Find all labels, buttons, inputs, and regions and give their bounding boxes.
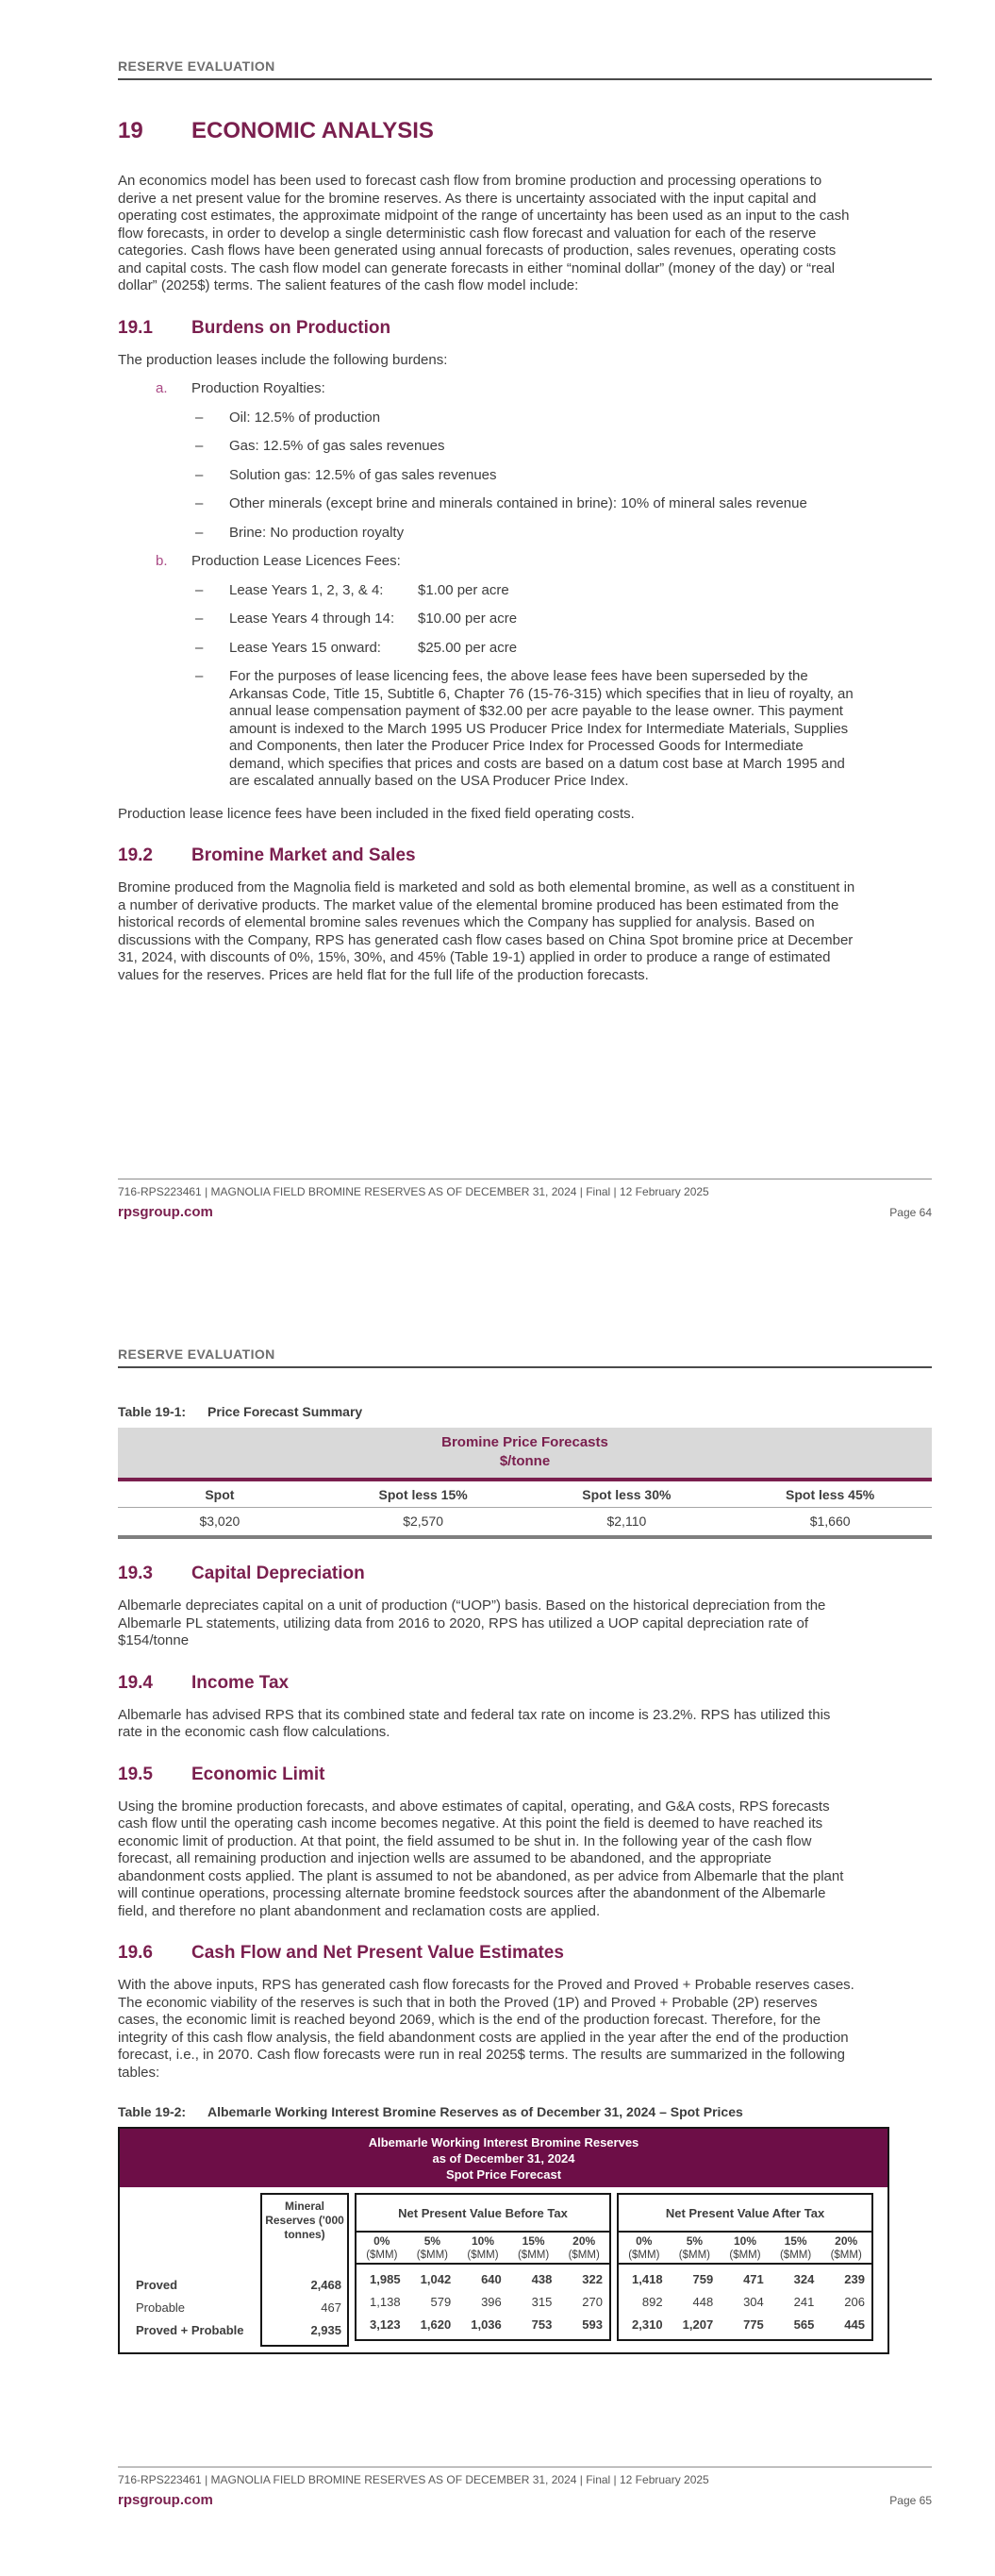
table-cell: 324 <box>793 2271 815 2286</box>
lead-paragraph: The production leases include the following burdens: <box>118 351 448 368</box>
discount-headers <box>357 2233 609 2265</box>
table-caption-label: Table 19-2: <box>118 2104 187 2119</box>
dash-marker: – <box>195 524 204 541</box>
mineral-reserves-column <box>260 2193 349 2347</box>
discount-headers <box>619 2233 871 2265</box>
mineral-reserves-header: Mineral Reserves ('000 tonnes) <box>265 2200 344 2241</box>
section-title: Burdens on Production <box>191 317 391 338</box>
section-19-6-heading <box>118 1943 932 1964</box>
table-cell: 471 <box>743 2271 764 2286</box>
table-cell: 892 <box>641 2294 663 2309</box>
footer-doc-line: 716-RPS223461 | MAGNOLIA FIELD BROMINE RESERVES AS OF DECEMBER 31, 2024 | Final | 12 February 2025 <box>118 1185 709 1198</box>
table-row <box>357 2290 609 2313</box>
table-cell: 1,418 <box>632 2271 663 2286</box>
section-number: 19.2 <box>118 845 153 865</box>
discount-rate: 5% <box>423 2233 441 2248</box>
table-19-2-banner <box>120 2129 887 2187</box>
table-row <box>357 2313 609 2335</box>
dash-marker: – <box>195 495 204 511</box>
section-number: 19.5 <box>118 1764 153 1784</box>
section-number: 19.1 <box>118 317 153 338</box>
footer-site-link[interactable]: rpsgroup.com <box>118 2492 213 2508</box>
row-labels-column <box>124 2193 255 2341</box>
page-2 <box>0 1288 995 2576</box>
dash-marker: – <box>195 581 204 598</box>
table-19-1-title: Bromine Price Forecasts <box>441 1434 608 1450</box>
table-cell: 593 <box>582 2317 603 2332</box>
fees-note-text: For the purposes of lease licencing fees, the above lease fees have been superseded by the Arkansas Code, Title 15, Subtitle 6, Chapter 76 (15-76-315) which specifies that in lieu of royalty, an annual lease compensation payment of $32.00 per acre payable to the lease owner. This payment amount is indexed to the March 1995 US Producer Price Index for Intermediate Materials, Supplies and Components, then later the Producer Price Index for Processed Goods for Intermediate demand, which specifies that prices and costs are based on a datum cost base at March 1995 and are escalated annually based on the USA Producer Price Index. <box>229 668 854 789</box>
list-item-text: Oil: 12.5% of production <box>229 409 381 426</box>
unit-label: ($MM) <box>628 2249 660 2261</box>
dash-marker: – <box>195 466 204 483</box>
table-cell: 448 <box>692 2294 714 2309</box>
row-label: Proved + Probable <box>136 2322 244 2337</box>
column-header: Spot less 45% <box>786 1487 875 1502</box>
unit-label: ($MM) <box>467 2249 499 2261</box>
list-item-text: Brine: No production royalty <box>229 524 405 541</box>
table-19-1-subtitle: $/tonne <box>499 1453 551 1469</box>
table-cell: 1,036 <box>471 2317 502 2332</box>
table-cell: 1,207 <box>682 2317 714 2332</box>
unit-label: ($MM) <box>416 2249 448 2261</box>
unit-label: ($MM) <box>729 2249 761 2261</box>
footer-page-number: Page 65 <box>889 2494 932 2507</box>
dash-marker: – <box>195 611 204 627</box>
table-cell: 2,935 <box>310 2322 341 2337</box>
page-footer <box>118 1179 932 1220</box>
dash-marker: – <box>195 639 204 656</box>
npv-before-tax-group <box>355 2193 611 2341</box>
table-cell: 396 <box>481 2294 502 2309</box>
table-19-1 <box>118 1428 932 1539</box>
list-item-a <box>156 380 932 398</box>
table-cell: $2,570 <box>403 1514 444 1529</box>
fee-item <box>195 640 932 658</box>
table-cell: 759 <box>692 2271 714 2286</box>
table-19-2-caption <box>118 2104 932 2119</box>
banner-line: Albemarle Working Interest Bromine Reserves <box>368 2135 639 2149</box>
discount-rate: 0% <box>636 2233 653 2248</box>
table-cell: 241 <box>793 2294 815 2309</box>
table-row <box>357 2267 609 2290</box>
footer-site-link[interactable]: rpsgroup.com <box>118 1204 213 1220</box>
list-item-text: Other minerals (except brine and minerals contained in brine): 10% of mineral sales revenue <box>229 495 807 511</box>
section-19-4-heading <box>118 1673 932 1694</box>
table-cell: 239 <box>844 2271 865 2286</box>
table-cell: 206 <box>844 2294 865 2309</box>
section-19-5-body: Using the bromine production forecasts, and above estimates of capital, operating, and G&A costs, RPS forecasts cash flow until the operating cash income becomes negative. At this point the field is deemed to have reached its economic limit of production. At that point, the field assumed to be shut in. In the following year of the cash flow forecast, all remaining production and injection wells are assumed to be abandoned, and the appropriate abandonment costs applied. The plant is assumed to not be abandoned, as per advice from Albemarle that the plant will continue operations, processing alternate bromine feedstock sources after the abandonment of the Albemarle field, and therefore no plant abandonment and reclamation costs are applied. <box>118 1798 844 1919</box>
row-label: Proved <box>136 2277 178 2292</box>
footer-page-number: Page 64 <box>889 1206 932 1219</box>
list-marker: a. <box>156 380 168 396</box>
section-19-4-body: Albemarle has advised RPS that its combined state and federal tax rate on income is 23.2%. RPS has utilized this rate in the economic cash flow calculations. <box>118 1706 831 1740</box>
fee-value: $1.00 per acre <box>418 581 509 598</box>
group-title: Net Present Value Before Tax <box>357 2195 609 2233</box>
banner-line: Spot Price Forecast <box>445 2167 562 2182</box>
list-marker: b. <box>156 553 168 569</box>
section-title: Bromine Market and Sales <box>191 845 416 865</box>
table-cell: $3,020 <box>199 1514 240 1529</box>
table-cell: 565 <box>793 2317 815 2332</box>
table-cell: 467 <box>321 2300 341 2315</box>
discount-rate: 5% <box>686 2233 704 2248</box>
section-19-2-body: Bromine produced from the Magnolia field is marketed and sold as both elemental bromine, as well as a constituent in a number of derivative products. The market value of the elemental bromine produced has been estimated from the historical records of elemental bromine sales revenues which the Company has supplied for analysis. Based on discussions with the Company, RPS has generated cash flow cases based on China Spot bromine price at December 31, 2024, with discounts of 0%, 15%, 30%, and 45% (Table 19-1) applied in order to produce a range of estimated values for the reserves. Prices are held flat for the full life of the production forecasts. <box>118 879 855 983</box>
column-header: Spot less 15% <box>378 1487 468 1502</box>
intro-paragraph: An economics model has been used to forecast cash flow from bromine production and processing operations to derive a net present value for the bromine reserves. As there is uncertainty associated with the input capital and operating cost estimates, the approximate midpoint of the range of uncertainty has been used as an input to the cash flow forecasts, in order to develop a single deterministic cash flow forecast and valuation for each of the reserve categories. Cash flows have been generated using annual forecasts of production, sales revenues, operating costs and capital costs. The cash flow model can generate forecasts in either “nominal dollar” (money of the day) or “real dollar” (2025$) terms. The salient features of the cash flow model include: <box>118 173 850 293</box>
section-19-5-heading <box>118 1765 932 1785</box>
row-label: Probable <box>136 2300 186 2315</box>
section-title: Capital Depreciation <box>191 1564 365 1583</box>
table-cell: 1,620 <box>420 2317 452 2332</box>
section-number: 19.6 <box>118 1943 153 1963</box>
table-cell: 445 <box>844 2317 865 2332</box>
table-row <box>619 2313 871 2335</box>
table-row <box>619 2290 871 2313</box>
table-19-1-header-band <box>118 1428 932 1481</box>
dash-marker: – <box>195 668 204 684</box>
page-header-title: RESERVE EVALUATION <box>118 1347 275 1362</box>
fee-label: Lease Years 1, 2, 3, & 4: <box>229 581 384 598</box>
list-item <box>195 467 932 485</box>
section-19-6-body: With the above inputs, RPS has generated cash flow forecasts for the Proved and Proved + Probable reserves cases. The economic viability of the reserves is such that in both the Proved (1P) and Proved + Probable (2P) reserves cases, the economic limit is reached beyond 2069, which is the end of the production forecast. Therefore, for the integrity of this cash flow analysis, the field abandonment costs are applied in the year after the end of the production forecast, i.e., in 2070. Cash flow forecasts were run in real 2025$ terms. The results are summarized in the following tables: <box>118 1977 854 2081</box>
page-header <box>118 59 932 80</box>
list-item <box>195 495 932 513</box>
table-row <box>619 2267 871 2290</box>
list-item <box>195 410 932 427</box>
table-cell: 2,310 <box>632 2317 663 2332</box>
npv-after-tax-group <box>617 2193 873 2341</box>
section-number: 19.4 <box>118 1672 153 1693</box>
unit-label: ($MM) <box>568 2249 600 2261</box>
section-19-3-heading <box>118 1564 932 1584</box>
column-header: Spot <box>205 1487 235 1502</box>
table-19-1-column-headers <box>118 1481 932 1508</box>
section-number: 19 <box>118 118 143 143</box>
table-cell: 1,138 <box>370 2294 401 2309</box>
unit-label: ($MM) <box>366 2249 398 2261</box>
table-caption-label: Table 19-1: <box>118 1404 187 1419</box>
table-19-1-caption <box>118 1404 932 1419</box>
banner-line: as of December 31, 2024 <box>432 2151 575 2166</box>
table-cell: 438 <box>531 2271 553 2286</box>
fee-item <box>195 582 932 600</box>
fees-note <box>195 668 932 791</box>
unit-label: ($MM) <box>678 2249 710 2261</box>
section-19-2-heading <box>118 845 932 866</box>
table-cell: 270 <box>582 2294 603 2309</box>
table-caption-text: Albemarle Working Interest Bromine Reserves as of December 31, 2024 – Spot Prices <box>207 2104 743 2119</box>
list-item-b <box>156 553 932 571</box>
table-cell: 753 <box>531 2317 553 2332</box>
unit-label: ($MM) <box>517 2249 550 2261</box>
table-cell: 1,985 <box>370 2271 401 2286</box>
column-header: Spot less 30% <box>582 1487 672 1502</box>
table-19-1-values-row <box>118 1508 932 1539</box>
table-cell: $2,110 <box>606 1514 647 1529</box>
section-19-heading <box>118 118 932 144</box>
table-cell: 640 <box>481 2271 502 2286</box>
section-title: Economic Limit <box>191 1764 325 1784</box>
page-header-title: RESERVE EVALUATION <box>118 59 275 74</box>
page-footer <box>118 2467 932 2508</box>
section-number: 19.3 <box>118 1564 153 1583</box>
section-title: Cash Flow and Net Present Value Estimates <box>191 1943 564 1963</box>
dash-marker: – <box>195 438 204 454</box>
closing-paragraph: Production lease licence fees have been included in the fixed field operating costs. <box>118 805 635 822</box>
list-item-text: Gas: 12.5% of gas sales revenues <box>229 438 445 454</box>
table-19-2 <box>118 2127 889 2354</box>
group-title: Net Present Value After Tax <box>619 2195 871 2233</box>
table-cell: 304 <box>743 2294 764 2309</box>
section-19-3-body: Albemarle depreciates capital on a unit of production (“UOP”) basis. Based on the historical depreciation from the Albemarle PL statements, utilizing data from 2016 to 2020, RPS has utilized a UOP capital depreciation rate of $154/tonne <box>118 1597 826 1648</box>
discount-rate: 15% <box>522 2233 545 2248</box>
fee-label: Lease Years 4 through 14: <box>229 611 395 627</box>
list-item-text: Production Lease Licences Fees: <box>191 553 401 569</box>
section-title: ECONOMIC ANALYSIS <box>191 118 434 143</box>
list-item-text: Solution gas: 12.5% of gas sales revenues <box>229 466 497 483</box>
page-header <box>118 1347 932 1368</box>
discount-rate: 0% <box>373 2233 390 2248</box>
table-cell: 315 <box>531 2294 553 2309</box>
fee-value: $25.00 per acre <box>418 639 518 656</box>
table-cell: $1,660 <box>809 1514 851 1529</box>
footer-doc-line: 716-RPS223461 | MAGNOLIA FIELD BROMINE RESERVES AS OF DECEMBER 31, 2024 | Final | 12 February 2025 <box>118 2473 709 2486</box>
list-item <box>195 525 932 543</box>
unit-label: ($MM) <box>830 2249 862 2261</box>
list-item <box>195 438 932 456</box>
discount-rate: 15% <box>784 2233 807 2248</box>
table-caption-text: Price Forecast Summary <box>207 1404 363 1419</box>
table-cell: 579 <box>430 2294 452 2309</box>
list-item-text: Production Royalties: <box>191 380 325 396</box>
discount-rate: 20% <box>835 2233 858 2248</box>
table-cell: 2,468 <box>310 2277 341 2292</box>
unit-label: ($MM) <box>779 2249 812 2261</box>
table-cell: 3,123 <box>370 2317 401 2332</box>
discount-rate: 10% <box>471 2233 494 2248</box>
section-19-1-heading <box>118 318 932 339</box>
section-title: Income Tax <box>191 1672 290 1693</box>
table-cell: 322 <box>582 2271 603 2286</box>
discount-rate: 20% <box>572 2233 596 2248</box>
table-cell: 775 <box>743 2317 764 2332</box>
fee-label: Lease Years 15 onward: <box>229 639 381 656</box>
discount-rate: 10% <box>733 2233 756 2248</box>
table-cell: 1,042 <box>420 2271 452 2286</box>
fee-item <box>195 611 932 628</box>
fee-value: $10.00 per acre <box>418 611 518 627</box>
dash-marker: – <box>195 409 204 426</box>
